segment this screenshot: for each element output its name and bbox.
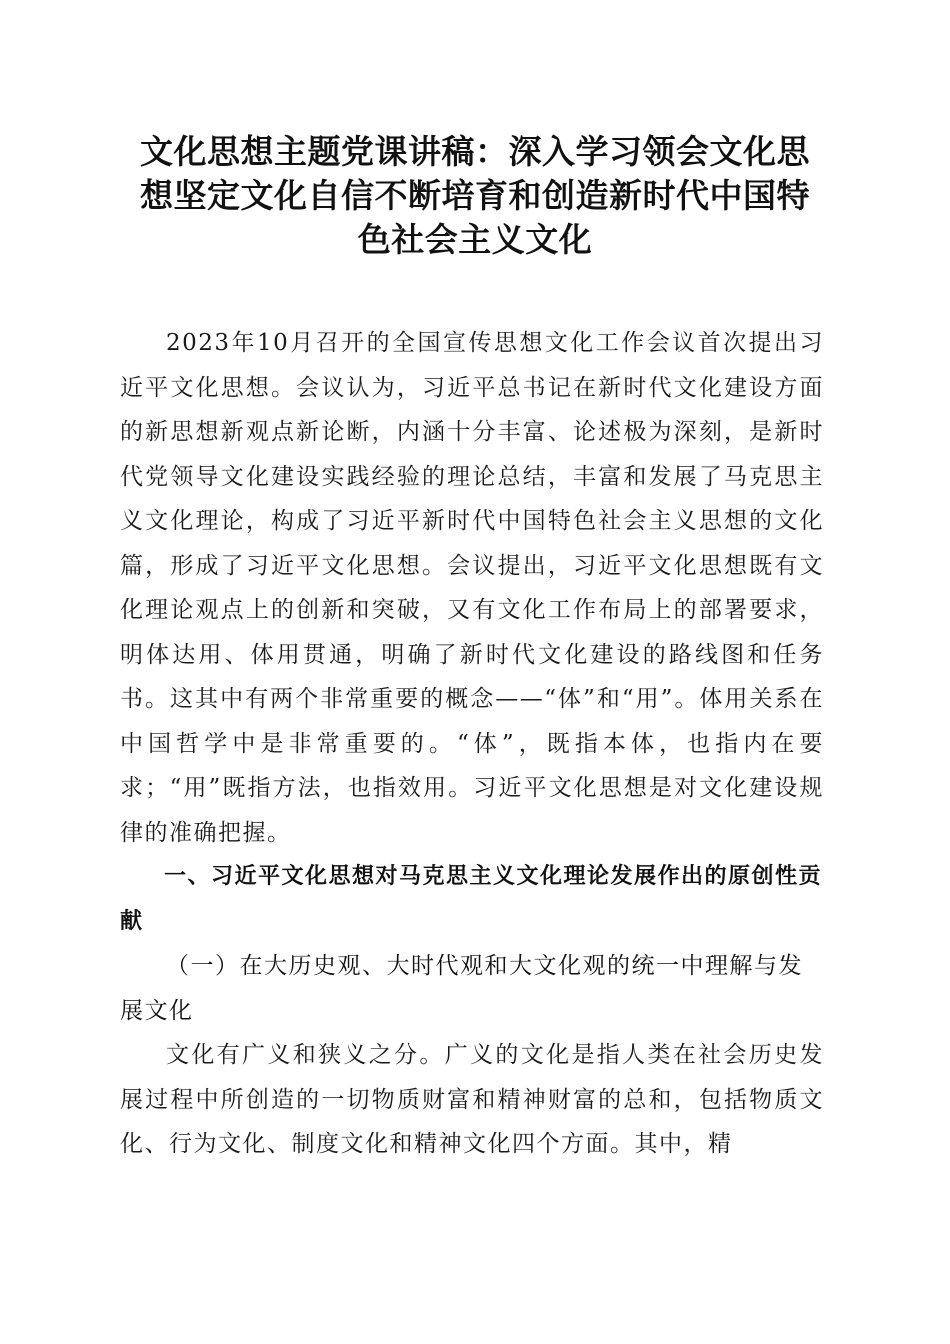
subsection-heading-1: （一）在大历史观、大时代观和大文化观的统一中理解与发展文化 xyxy=(120,953,803,1024)
title-line-2: 想坚定文化自信不断培育和创造新时代中国特 xyxy=(140,176,810,215)
body-paragraph-1: 文化有广义和狭义之分。广义的文化是指人类在社会历史发展过程中所创造的一切物质财富和精神财富的总和，包括物质文化、行为文化、制度文化和精神文化四个方面。其中，精 xyxy=(120,1042,824,1157)
title-line-3: 色社会主义文化 xyxy=(357,220,593,259)
document-title xyxy=(110,130,840,262)
section-heading-1: 一、习近平文化思想对马克思主义文化理论发展作出的原创性贡献 xyxy=(120,864,823,934)
title-line-1: 文化思想主题党课讲稿：深入学习领会文化思 xyxy=(140,132,810,171)
intro-paragraph: 2023年10月召开的全国宣传思想文化工作会议首次提出习近平文化思想。会议认为，习近平总书记在新时代文化建设方面的新思想新观点新论断，内涵十分丰富、论述极为深刻，是新时代党领导文化建设实践经验的理论总结，丰富和发展了马克思主义文化理论，构成了习近平新时代中国特色社会主义思想的文化篇，形成了习近平文化思想。会议提出，习近平文化思想既有文化理论观点上的创新和突破，又有文化工作布局上的部署要求，明体达用、体用贯通，明确了新时代文化建设的路线图和任务书。这其中有两个非常重要的概念——“体”和“用”。体用关系在中国哲学中是非常重要的。“体”，既指本体，也指内在要求；“用”既指方法，也指效用。习近平文化思想是对文化建设规律的准确把握。 xyxy=(120,330,824,846)
document-body xyxy=(120,321,824,1167)
